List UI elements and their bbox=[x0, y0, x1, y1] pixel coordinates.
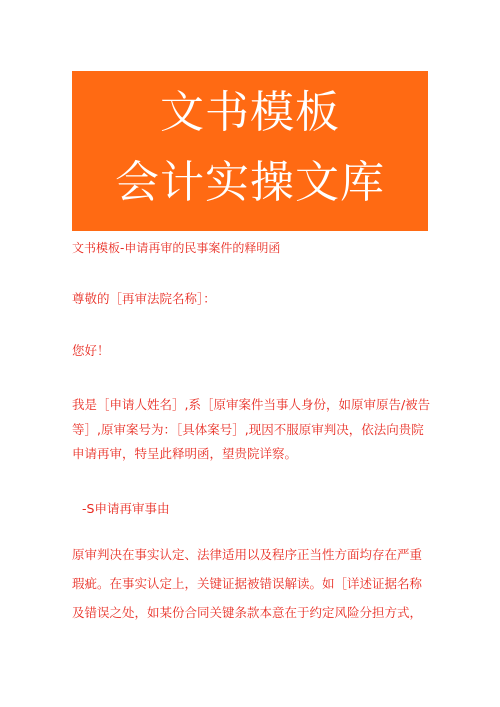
document-title: 文书模板-申请再审的民事案件的释明函 bbox=[72, 241, 281, 255]
title-banner bbox=[72, 71, 428, 231]
greeting: 您好！ bbox=[72, 343, 110, 358]
section-heading: -S申请再审事由 bbox=[82, 501, 170, 516]
banner-title-line-2: 会计实操文库 bbox=[115, 157, 385, 208]
body-paragraph: 原审判决在事实认定、法律适用以及程序正当性方面均存在严重瑕疵。在事实认定上，关键证据被错误解读。如［详述证据名称及错误之处，如某份合同关键条款本意在于约定风险分担方式， bbox=[72, 547, 423, 620]
banner-title-line-1: 文书模板 bbox=[160, 87, 340, 138]
intro-paragraph: 我是［申请人姓名］,系［原审案件当事人身份，如原审原告/被告等］,原审案号为：［具体案号］,现因不服原审判决，依法向贵院申请再审，特呈此释明函，望贵院详察。 bbox=[72, 397, 431, 461]
salutation: 尊敬的［再审法院名称］： bbox=[72, 291, 216, 306]
